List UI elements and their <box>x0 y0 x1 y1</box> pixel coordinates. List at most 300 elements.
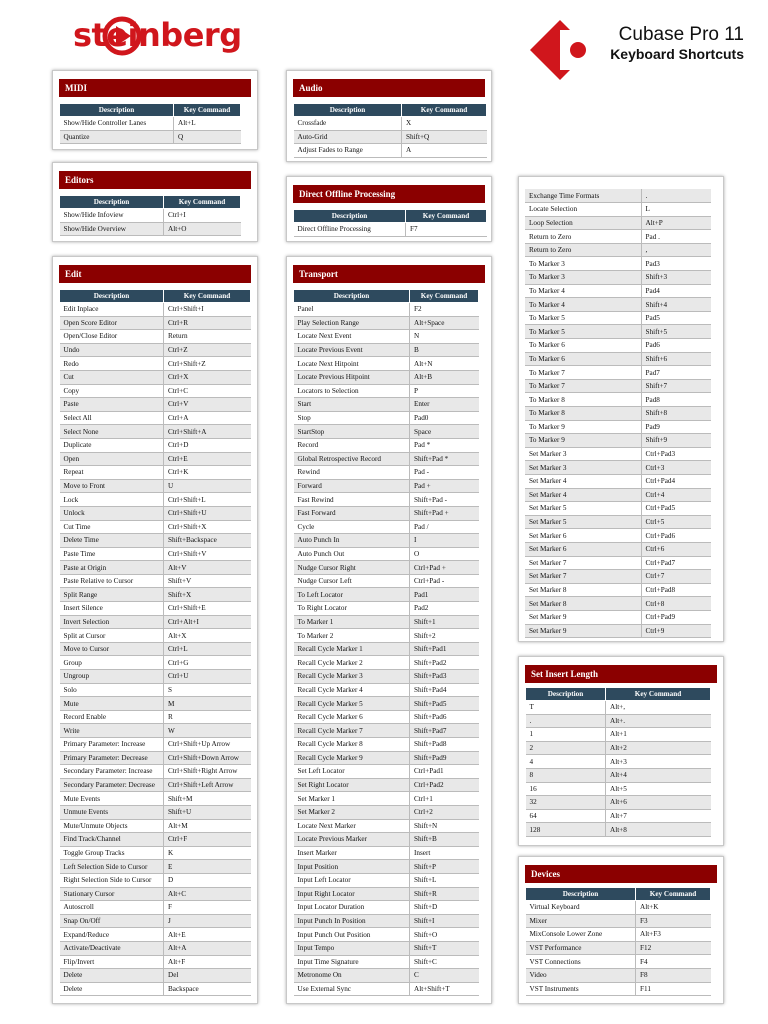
table-row <box>526 755 711 769</box>
key-command-cell: Shift+I <box>410 914 479 928</box>
description-cell: Move to Front <box>60 479 164 493</box>
description-cell: Set Right Locator <box>294 778 410 792</box>
table-row <box>525 366 711 380</box>
table-row <box>60 466 251 480</box>
table-row <box>60 778 251 792</box>
column-header: Description <box>294 104 402 117</box>
key-command-cell: F11 <box>636 982 711 996</box>
description-cell: Edit Inplace <box>60 303 164 317</box>
description-cell: To Marker 7 <box>525 379 641 393</box>
key-command-cell: Shift+3 <box>641 271 711 285</box>
table-row <box>525 189 711 203</box>
key-command-cell: Shift+Pad3 <box>410 670 479 684</box>
table-row <box>294 370 479 384</box>
key-command-cell: Alt+Shift+T <box>410 982 479 996</box>
table-row <box>294 710 479 724</box>
table-row <box>60 805 251 819</box>
description-cell: Find Track/Channel <box>60 833 164 847</box>
key-command-cell: Ctrl+V <box>164 398 251 412</box>
description-cell: Set Marker 2 <box>294 805 410 819</box>
key-command-cell: Pad5 <box>641 311 711 325</box>
table-row <box>60 506 251 520</box>
table-row <box>526 741 711 755</box>
table-row <box>60 751 251 765</box>
table-row <box>60 130 241 144</box>
key-command-cell: Ctrl+Shift+Up Arrow <box>164 738 251 752</box>
table-row <box>294 751 479 765</box>
column-header: Description <box>294 290 410 303</box>
description-cell: VST Instruments <box>526 982 636 996</box>
table-row <box>294 642 479 656</box>
table-row <box>525 243 711 257</box>
table-row <box>526 928 711 942</box>
description-cell: Open Score Editor <box>60 316 164 330</box>
description-cell: Expand/Reduce <box>60 928 164 942</box>
table-row <box>525 610 711 624</box>
table-row <box>60 615 251 629</box>
key-command-cell: Ctrl+Shift+I <box>164 303 251 317</box>
key-command-cell: Ctrl+2 <box>410 805 479 819</box>
key-command-cell: Pad - <box>410 466 479 480</box>
table-row <box>60 846 251 860</box>
description-cell: Set Marker 3 <box>525 461 641 475</box>
key-command-cell: Ctrl+7 <box>641 570 711 584</box>
table-row <box>525 461 711 475</box>
description-cell: Right Selection Side to Cursor <box>60 873 164 887</box>
column-header: Key Command <box>402 104 487 117</box>
key-command-cell: Alt+P <box>641 216 711 230</box>
column-header: Key Command <box>606 688 711 701</box>
key-command-cell: Ctrl+Pad8 <box>641 583 711 597</box>
key-command-cell: B <box>410 343 479 357</box>
description-cell: Set Marker 8 <box>525 597 641 611</box>
description-cell: Set Marker 8 <box>525 583 641 597</box>
table-row <box>525 420 711 434</box>
table-row <box>60 710 251 724</box>
description-cell: Locators to Selection <box>294 384 410 398</box>
description-cell: Paste Time <box>60 547 164 561</box>
edit-card <box>52 256 258 1004</box>
table-row <box>526 955 711 969</box>
cubase-logo-icon <box>530 20 590 80</box>
description-cell: Set Marker 5 <box>525 502 641 516</box>
table-row <box>526 914 711 928</box>
table-header-row <box>294 210 487 223</box>
description-cell: Snap On/Off <box>60 914 164 928</box>
description-cell: To Marker 6 <box>525 339 641 353</box>
table-row <box>60 316 251 330</box>
key-command-cell: Pad3 <box>641 257 711 271</box>
table-row <box>294 765 479 779</box>
key-command-cell: Return <box>164 330 251 344</box>
description-cell: To Marker 8 <box>525 393 641 407</box>
key-command-cell: Shift+Pad2 <box>410 656 479 670</box>
description-cell: Group <box>60 656 164 670</box>
description-cell: Recall Cycle Marker 7 <box>294 724 410 738</box>
description-cell: T <box>526 701 606 715</box>
description-cell: Fast Rewind <box>294 493 410 507</box>
table-row <box>294 479 479 493</box>
table-row <box>60 928 251 942</box>
description-cell: Undo <box>60 343 164 357</box>
key-command-cell: Ctrl+Shift+E <box>164 602 251 616</box>
description-cell: Start <box>294 398 410 412</box>
table-row <box>526 823 711 837</box>
table-row <box>294 223 487 237</box>
description-cell: Recall Cycle Marker 6 <box>294 710 410 724</box>
table-row <box>60 222 241 236</box>
table-row <box>525 325 711 339</box>
table-row <box>525 311 711 325</box>
key-command-cell: Shift+V <box>164 574 251 588</box>
description-cell: Crossfade <box>294 117 402 131</box>
description-cell: Invert Selection <box>60 615 164 629</box>
table-row <box>294 602 479 616</box>
key-command-cell: U <box>164 479 251 493</box>
key-command-cell: Ctrl+L <box>164 642 251 656</box>
key-command-cell: Pad / <box>410 520 479 534</box>
description-cell: Set Marker 4 <box>525 488 641 502</box>
key-command-cell: C <box>410 969 479 983</box>
card-title: MIDI <box>59 79 251 97</box>
key-command-cell: Enter <box>410 398 479 412</box>
table-row <box>60 398 251 412</box>
key-command-cell: Alt+B <box>410 370 479 384</box>
table-row <box>60 887 251 901</box>
column-header: Description <box>60 104 174 117</box>
description-cell: Set Marker 3 <box>525 447 641 461</box>
table-row <box>294 683 479 697</box>
table-row <box>294 330 479 344</box>
key-command-cell: Ctrl+Shift+X <box>164 520 251 534</box>
key-command-cell: Ctrl+8 <box>641 597 711 611</box>
description-cell: To Right Locator <box>294 602 410 616</box>
column-header: Key Command <box>164 196 241 209</box>
table-row <box>294 901 479 915</box>
description-cell: Exchange Time Formats <box>525 189 641 203</box>
description-cell: Adjust Fades to Range <box>294 144 402 158</box>
table-row <box>294 466 479 480</box>
description-cell: 128 <box>526 823 606 837</box>
table-row <box>60 384 251 398</box>
key-command-cell: F8 <box>636 968 711 982</box>
table-row <box>525 379 711 393</box>
description-cell: Direct Offline Processing <box>294 223 406 237</box>
table-row <box>294 547 479 561</box>
description-cell: Loop Selection <box>525 216 641 230</box>
key-command-cell: Ctrl+Pad6 <box>641 529 711 543</box>
product-header <box>610 24 744 62</box>
key-command-cell: , <box>641 243 711 257</box>
key-command-cell: Alt+N <box>410 357 479 371</box>
description-cell: Set Marker 9 <box>525 624 641 638</box>
column-header: Description <box>526 888 636 901</box>
key-command-cell: Alt+2 <box>606 741 711 755</box>
key-command-cell: Ctrl+Pad4 <box>641 474 711 488</box>
key-command-cell: F <box>164 901 251 915</box>
key-command-cell: Alt+7 <box>606 809 711 823</box>
table-row <box>525 502 711 516</box>
table-row <box>294 778 479 792</box>
table-row <box>60 683 251 697</box>
description-cell: MixConsole Lower Zone <box>526 928 636 942</box>
description-cell: Play Selection Range <box>294 316 410 330</box>
description-cell: Set Marker 6 <box>525 542 641 556</box>
key-command-cell: Shift+R <box>410 887 479 901</box>
description-cell: 2 <box>526 741 606 755</box>
table-row <box>525 230 711 244</box>
description-cell: Recall Cycle Marker 4 <box>294 683 410 697</box>
table-row <box>60 209 241 223</box>
description-cell: Recall Cycle Marker 3 <box>294 670 410 684</box>
key-command-cell: Ctrl+Pad2 <box>410 778 479 792</box>
key-command-cell: Alt+Space <box>410 316 479 330</box>
table-row <box>60 955 251 969</box>
description-cell: To Marker 5 <box>525 325 641 339</box>
key-command-cell: Pad1 <box>410 588 479 602</box>
table-row <box>294 534 479 548</box>
table-row <box>526 796 711 810</box>
description-cell: Nudge Cursor Right <box>294 561 410 575</box>
key-command-cell: F4 <box>636 955 711 969</box>
table-row <box>526 968 711 982</box>
key-command-cell: Ctrl+Pad3 <box>641 447 711 461</box>
description-cell: Show/Hide Overview <box>60 222 164 236</box>
description-cell: To Marker 1 <box>294 615 410 629</box>
table-row <box>525 583 711 597</box>
table-row <box>60 561 251 575</box>
table-row <box>526 901 711 915</box>
key-command-cell: M <box>164 697 251 711</box>
description-cell: Show/Hide Controller Lanes <box>60 117 174 131</box>
description-cell: Autoscroll <box>60 901 164 915</box>
description-cell: Cut <box>60 370 164 384</box>
card-title: Editors <box>59 171 251 189</box>
column-header: Description <box>60 196 164 209</box>
key-command-cell: O <box>410 547 479 561</box>
shortcut-table <box>59 195 241 236</box>
description-cell: Auto-Grid <box>294 130 402 144</box>
key-command-cell: Shift+P <box>410 860 479 874</box>
key-command-cell: Shift+7 <box>641 379 711 393</box>
description-cell: To Marker 4 <box>525 298 641 312</box>
table-row <box>525 597 711 611</box>
description-cell: Nudge Cursor Left <box>294 574 410 588</box>
description-cell: Activate/Deactivate <box>60 941 164 955</box>
description-cell: Split Range <box>60 588 164 602</box>
card-title: Transport <box>293 265 485 283</box>
description-cell: To Marker 2 <box>294 629 410 643</box>
description-cell: Insert Marker <box>294 846 410 860</box>
key-command-cell: Pad0 <box>410 411 479 425</box>
table-row <box>60 670 251 684</box>
description-cell: Input Punch In Position <box>294 914 410 928</box>
table-row <box>525 434 711 448</box>
description-cell: Virtual Keyboard <box>526 901 636 915</box>
table-row <box>60 982 251 996</box>
table-row <box>525 488 711 502</box>
description-cell: VST Performance <box>526 941 636 955</box>
description-cell: . <box>526 714 606 728</box>
table-row <box>525 542 711 556</box>
description-cell: Set Marker 9 <box>525 610 641 624</box>
table-row <box>60 873 251 887</box>
key-command-cell: Shift+Pad7 <box>410 724 479 738</box>
table-row <box>60 357 251 371</box>
table-row <box>294 887 479 901</box>
key-command-cell: Shift+4 <box>641 298 711 312</box>
table-row <box>294 697 479 711</box>
key-command-cell: Shift+B <box>410 833 479 847</box>
table-row <box>294 506 479 520</box>
key-command-cell: Ctrl+Shift+U <box>164 506 251 520</box>
description-cell: Paste <box>60 398 164 412</box>
key-command-cell: Ctrl+Shift+Down Arrow <box>164 751 251 765</box>
key-command-cell: Shift+O <box>410 928 479 942</box>
key-command-cell: Ctrl+F <box>164 833 251 847</box>
description-cell: 64 <box>526 809 606 823</box>
table-row <box>526 768 711 782</box>
card-title: Set Insert Length <box>525 665 717 683</box>
table-row <box>525 284 711 298</box>
key-command-cell: Ctrl+Shift+Right Arrow <box>164 765 251 779</box>
key-command-cell: Shift+8 <box>641 407 711 421</box>
description-cell: 32 <box>526 796 606 810</box>
shortcut-table <box>293 209 487 237</box>
key-command-cell: F12 <box>636 941 711 955</box>
table-header-row <box>526 888 711 901</box>
description-cell: Paste at Origin <box>60 561 164 575</box>
key-command-cell: A <box>402 144 487 158</box>
key-command-cell: Ctrl+Shift+Z <box>164 357 251 371</box>
description-cell: StartStop <box>294 425 410 439</box>
description-cell: Recall Cycle Marker 8 <box>294 738 410 752</box>
column-header: Key Command <box>636 888 711 901</box>
key-command-cell: Shift+Pad9 <box>410 751 479 765</box>
shortcut-table <box>59 289 251 996</box>
table-row <box>60 343 251 357</box>
shortcut-table <box>525 687 711 837</box>
description-cell: Primary Parameter: Decrease <box>60 751 164 765</box>
table-row <box>60 303 251 317</box>
table-row <box>294 316 479 330</box>
key-command-cell: Alt+6 <box>606 796 711 810</box>
description-cell: Cycle <box>294 520 410 534</box>
key-command-cell: Pad2 <box>410 602 479 616</box>
table-row <box>294 357 479 371</box>
table-row <box>294 130 487 144</box>
table-row <box>60 370 251 384</box>
key-command-cell: Shift+Pad5 <box>410 697 479 711</box>
key-command-cell: Ctrl+K <box>164 466 251 480</box>
key-command-cell: Pad + <box>410 479 479 493</box>
description-cell: Set Left Locator <box>294 765 410 779</box>
table-row <box>60 901 251 915</box>
description-cell: Locate Next Event <box>294 330 410 344</box>
table-row <box>294 738 479 752</box>
description-cell: Recall Cycle Marker 5 <box>294 697 410 711</box>
description-cell: To Left Locator <box>294 588 410 602</box>
key-command-cell: Shift+T <box>410 941 479 955</box>
transport-continued-card <box>518 176 724 642</box>
table-row <box>294 588 479 602</box>
key-command-cell: Shift+1 <box>410 615 479 629</box>
key-command-cell: F3 <box>636 914 711 928</box>
key-command-cell: Pad * <box>410 438 479 452</box>
key-command-cell: Alt+O <box>164 222 241 236</box>
table-row <box>525 556 711 570</box>
column-header: Description <box>294 210 406 223</box>
table-row <box>525 216 711 230</box>
table-row <box>526 782 711 796</box>
table-row <box>60 493 251 507</box>
description-cell: Open/Close Editor <box>60 330 164 344</box>
description-cell: Copy <box>60 384 164 398</box>
key-command-cell: Ctrl+Shift+Left Arrow <box>164 778 251 792</box>
table-row <box>60 547 251 561</box>
description-cell: Secondary Parameter: Increase <box>60 765 164 779</box>
key-command-cell: Ctrl+Shift+A <box>164 425 251 439</box>
key-command-cell: Shift+X <box>164 588 251 602</box>
table-row <box>60 860 251 874</box>
description-cell: Locate Previous Hitpoint <box>294 370 410 384</box>
table-row <box>294 846 479 860</box>
table-row <box>525 570 711 584</box>
key-command-cell: X <box>402 117 487 131</box>
key-command-cell: Backspace <box>164 982 251 996</box>
description-cell: Input Position <box>294 860 410 874</box>
table-header-row <box>60 290 251 303</box>
table-row <box>294 144 487 158</box>
key-command-cell: Ctrl+Pad7 <box>641 556 711 570</box>
key-command-cell: Shift+9 <box>641 434 711 448</box>
description-cell: To Marker 8 <box>525 407 641 421</box>
key-command-cell: Space <box>410 425 479 439</box>
table-row <box>294 384 479 398</box>
key-command-cell: Shift+U <box>164 805 251 819</box>
description-cell: Open <box>60 452 164 466</box>
table-row <box>60 438 251 452</box>
card-title: Audio <box>293 79 485 97</box>
description-cell: 16 <box>526 782 606 796</box>
table-row <box>60 765 251 779</box>
description-cell: Set Marker 7 <box>525 556 641 570</box>
table-header-row <box>526 688 711 701</box>
description-cell: Quantize <box>60 130 174 144</box>
table-row <box>60 738 251 752</box>
description-cell: Flip/Invert <box>60 955 164 969</box>
key-command-cell: I <box>410 534 479 548</box>
key-command-cell: Ctrl+9 <box>641 624 711 638</box>
description-cell: Set Marker 1 <box>294 792 410 806</box>
table-row <box>60 914 251 928</box>
key-command-cell: Alt+E <box>164 928 251 942</box>
table-row <box>294 425 479 439</box>
table-header-row <box>60 104 241 117</box>
editors-card <box>52 162 258 242</box>
description-cell: Input Right Locator <box>294 887 410 901</box>
description-cell: Write <box>60 724 164 738</box>
card-title: Direct Offline Processing <box>293 185 485 203</box>
description-cell: Recall Cycle Marker 2 <box>294 656 410 670</box>
table-header-row <box>294 290 479 303</box>
key-command-cell: Shift+L <box>410 873 479 887</box>
key-command-cell: Ctrl+Z <box>164 343 251 357</box>
description-cell: Insert Silence <box>60 602 164 616</box>
table-header-row <box>294 104 487 117</box>
table-row <box>60 656 251 670</box>
column-header: Key Command <box>164 290 251 303</box>
